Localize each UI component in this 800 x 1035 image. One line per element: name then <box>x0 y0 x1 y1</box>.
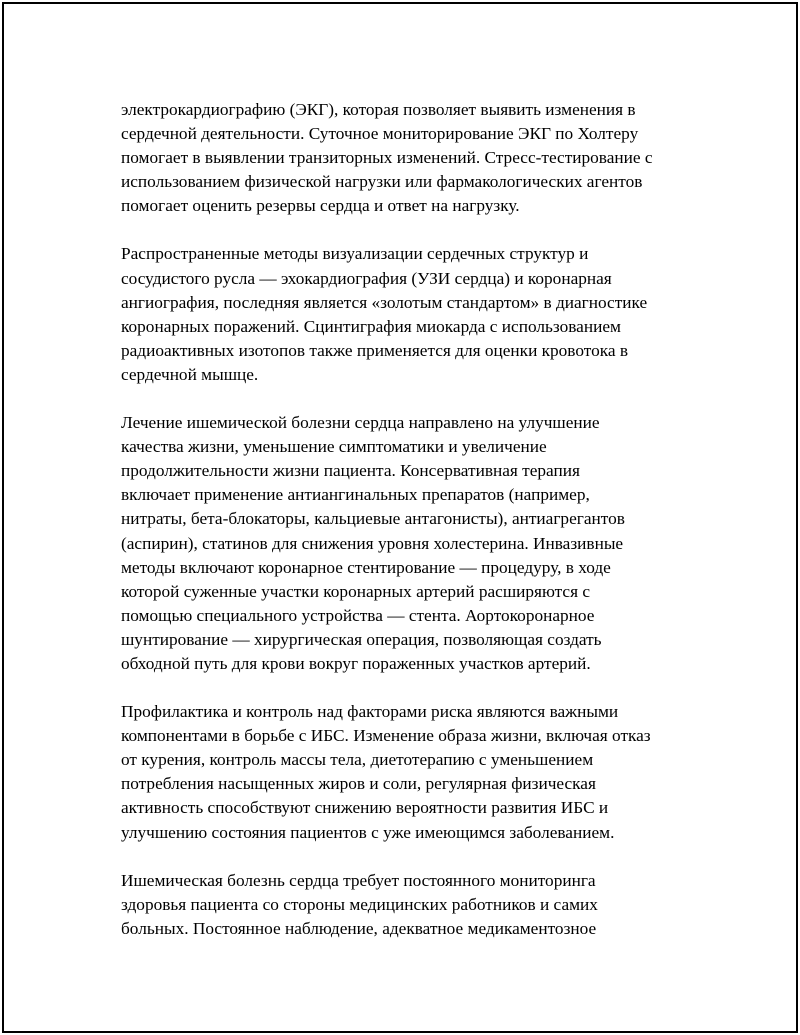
text-line: коронарных поражений. Сцинтиграфия миокарда с использованием <box>121 316 621 336</box>
text-line: качества жизни, уменьшение симптоматики и увеличение <box>121 437 547 457</box>
text-line: (аспирин), статинов для снижения уровня холестерина. Инвазивные <box>121 533 624 553</box>
text-line: сосудистого русла — эхокардиография (УЗИ сердца) и коронарная <box>121 268 612 288</box>
text-line: шунтирование — хирургическая операция, позволяющая создать <box>121 629 602 649</box>
page-frame <box>2 2 798 1033</box>
text-line: компонентами в борьбе с ИБС. Изменение образа жизни, включая отказ <box>121 726 651 746</box>
text-line: сердечной деятельности. Суточное мониторирование ЭКГ по Холтеру <box>121 124 639 144</box>
text-line: обходной путь для крови вокруг пораженных участков артерий. <box>121 653 591 673</box>
text-line: Лечение ишемической болезни сердца направлено на улучшение <box>121 413 600 433</box>
text-line: Ишемическая болезнь сердца требует постоянного мониторинга <box>121 870 596 890</box>
paragraph-imaging <box>121 242 721 387</box>
text-line: которой суженные участки коронарных артерий расширяются с <box>121 581 591 601</box>
text-line: электрокардиографию (ЭКГ), которая позволяет выявить изменения в <box>121 100 636 119</box>
text-line: активность способствуют снижению вероятности развития ИБС и <box>121 798 609 818</box>
text-line: продолжительности жизни пациента. Консервативная терапия <box>121 461 580 481</box>
text-line: помогает в выявлении транзиторных изменений. Стресс-тестирование с <box>121 148 653 168</box>
text-line: методы включают коронарное стентирование — процедуру, в ходе <box>121 557 611 577</box>
text-line: помогает оценить резервы сердца и ответ на нагрузку. <box>121 196 520 216</box>
paragraph-prevention <box>121 700 721 845</box>
paragraph-treatment <box>121 411 721 676</box>
document-body <box>121 98 721 965</box>
text-line: Профилактика и контроль над факторами риска являются важными <box>121 702 619 722</box>
text-line: использованием физической нагрузки или фармакологических агентов <box>121 172 643 192</box>
text-line: больных. Постоянное наблюдение, адекватное медикаментозное <box>121 918 597 938</box>
paragraph-monitoring <box>121 869 721 941</box>
text-line: потребления насыщенных жиров и соли, регулярная физическая <box>121 774 596 794</box>
text-line: включает применение антиангинальных препаратов (например, <box>121 485 590 505</box>
text-line: нитраты, бета-блокаторы, кальциевые антагонисты), антиагрегантов <box>121 509 625 529</box>
text-line: от курения, контроль массы тела, диетотерапию с уменьшением <box>121 750 594 770</box>
text-line: помощью специального устройства — стента. Аортокоронарное <box>121 605 595 625</box>
paragraph-diagnostics-ecg <box>121 98 721 218</box>
text-line: ангиография, последняя является «золотым стандартом» в диагностике <box>121 292 648 312</box>
text-line: улучшению состояния пациентов с уже имеющимся заболеванием. <box>121 822 615 842</box>
text-line: Распространенные методы визуализации сердечных структур и <box>121 244 589 264</box>
text-line: здоровья пациента со стороны медицинских работников и самих <box>121 894 598 914</box>
text-line: радиоактивных изотопов также применяется для оценки кровотока в <box>121 340 629 360</box>
text-line: сердечной мышце. <box>121 364 259 384</box>
